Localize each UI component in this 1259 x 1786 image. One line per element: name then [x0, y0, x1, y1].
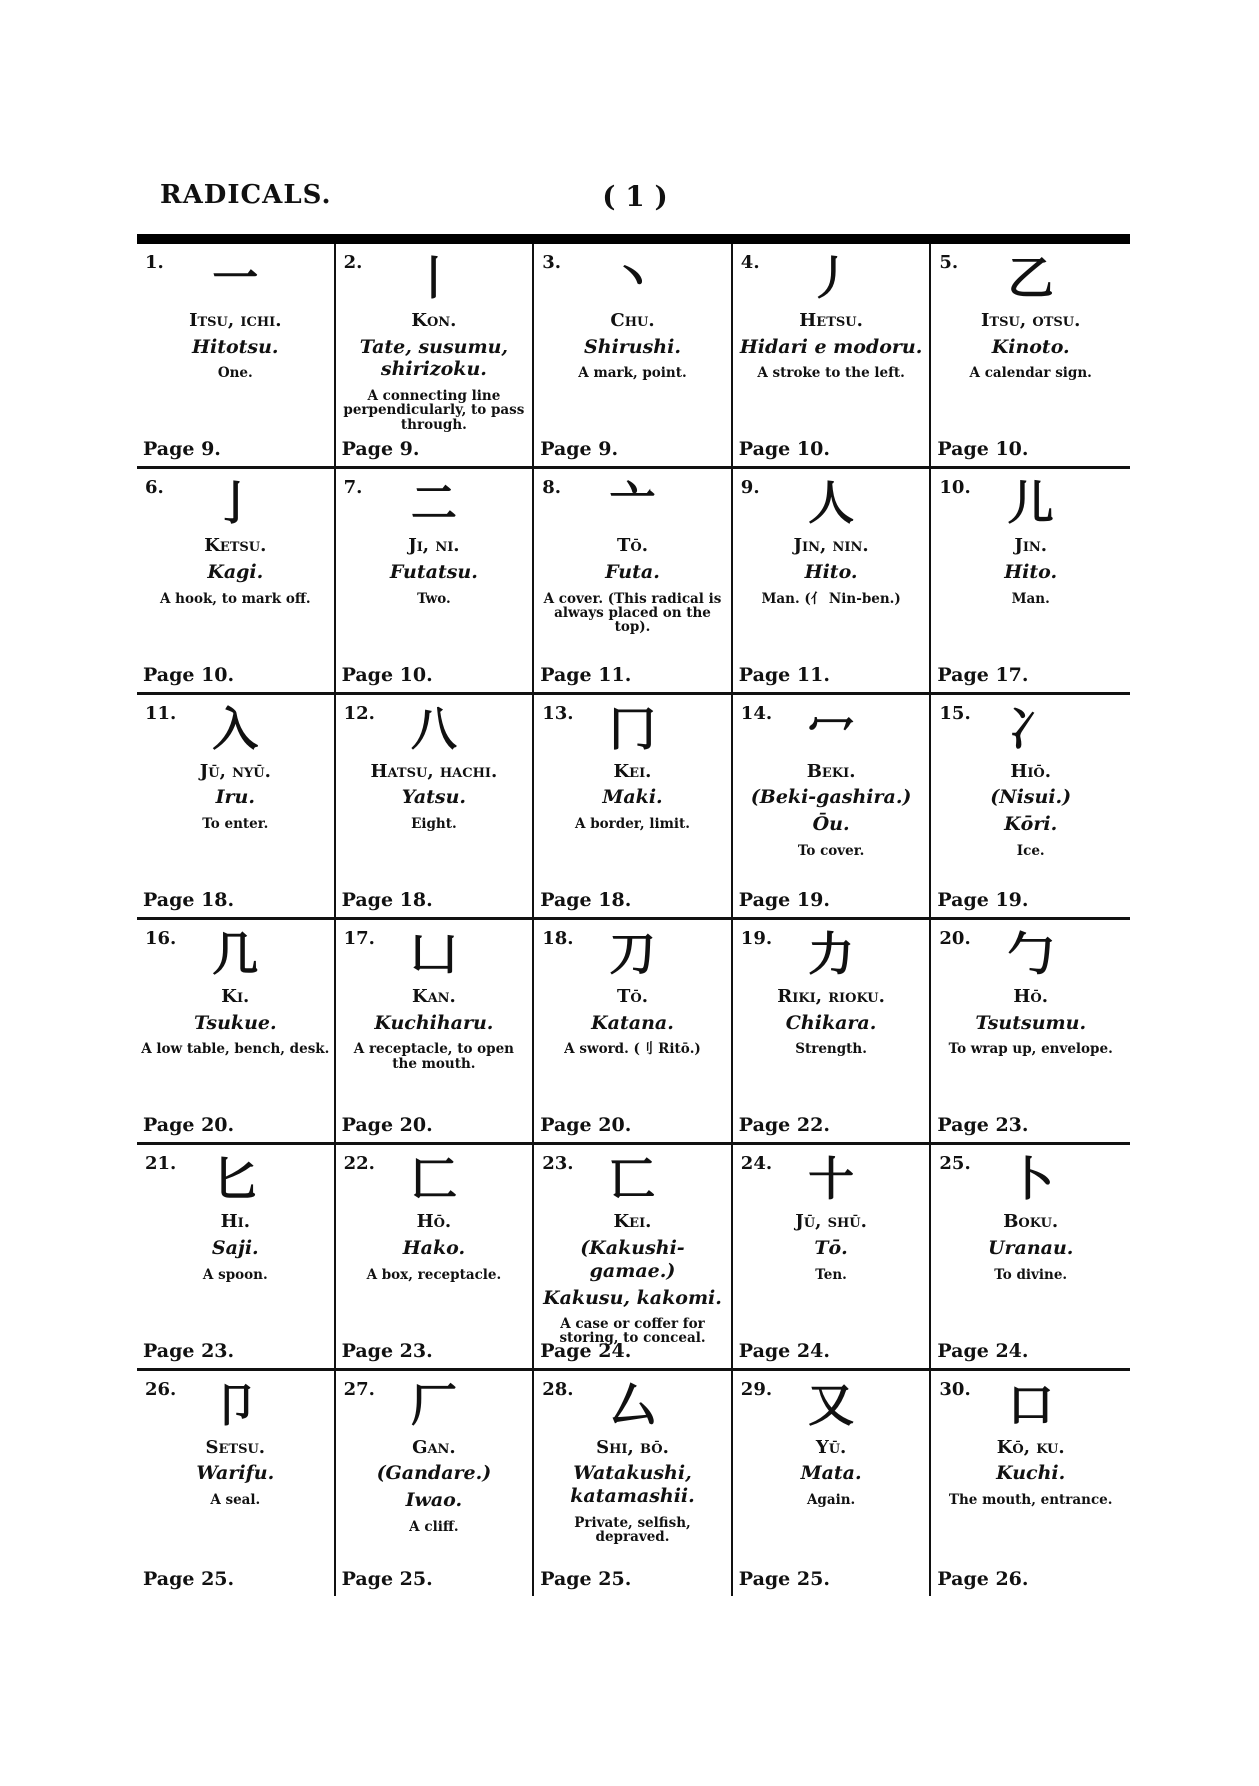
- radical-cell: [336, 695, 535, 920]
- page-reference: Page 20.: [540, 1114, 632, 1137]
- radical-description: [538, 986, 727, 1104]
- radical-number: 9.: [740, 477, 760, 499]
- radical-meaning: A sword. (刂 Ritō.): [564, 1041, 701, 1058]
- radical-cell: [336, 244, 535, 469]
- radical-glyph: 力: [808, 926, 855, 981]
- radical-glyph: 匸: [609, 1152, 656, 1207]
- radical-meaning: A connecting line perpendicularly, to pass through.: [343, 388, 525, 433]
- radical-meaning: A hook, to mark off.: [159, 590, 311, 607]
- radical-japanese: (Nisui.): [990, 786, 1072, 809]
- radical-number: 26.: [145, 1378, 177, 1400]
- radical-meaning: A cover. (This radical is always placed on the top).: [543, 590, 722, 636]
- radical-number: 2.: [343, 252, 363, 273]
- radical-cell: [931, 469, 1130, 694]
- radical-romaji: Hi.: [220, 1211, 250, 1233]
- page-reference: Page 10.: [738, 438, 830, 461]
- radical-glyph: 十: [808, 1152, 855, 1207]
- page-title: RADICALS.: [160, 180, 332, 210]
- radical-romaji: Jū, nyū.: [199, 760, 271, 782]
- radical-cell: [534, 1371, 733, 1596]
- page-reference: Page 11.: [540, 663, 632, 686]
- radical-description: [141, 986, 330, 1104]
- radical-meaning: A low table, bench, desk.: [141, 1041, 330, 1058]
- radical-romaji: Tō.: [616, 985, 648, 1007]
- radical-romaji: Gan.: [412, 1436, 456, 1458]
- radical-japanese: Maki.: [602, 786, 663, 809]
- radical-cell: [137, 695, 336, 920]
- radical-number: 7.: [343, 477, 363, 499]
- radical-japanese: Yatsu.: [401, 786, 467, 809]
- radical-japanese: Hito.: [1004, 560, 1058, 583]
- radical-cell: [137, 469, 336, 694]
- radical-japanese: (Kakushi-gamae.): [580, 1236, 685, 1282]
- radical-romaji: Riki, rioku.: [777, 985, 885, 1007]
- page-reference: Page 10.: [341, 663, 433, 686]
- radical-number: 11.: [145, 702, 177, 724]
- radical-description: [737, 986, 926, 1104]
- radical-japanese: Hidari e modoru.: [739, 335, 923, 358]
- radical-glyph: 人: [808, 476, 855, 531]
- page-reference: Page 24.: [937, 1339, 1029, 1362]
- page-reference: Page 22.: [738, 1114, 830, 1137]
- radical-number: 20.: [939, 927, 971, 949]
- radical-romaji: Hatsu, hachi.: [370, 760, 498, 782]
- radical-japanese: Tsukue.: [194, 1011, 277, 1034]
- radical-romaji: Kan.: [411, 985, 456, 1007]
- radical-description: [141, 535, 330, 653]
- radical-cell: [336, 469, 535, 694]
- radical-japanese: Kuchiharu.: [374, 1011, 494, 1034]
- page-reference: Page 18.: [341, 888, 433, 911]
- radical-meaning: Again.: [806, 1492, 856, 1509]
- radical-description: [737, 310, 926, 428]
- radical-glyph: 入: [212, 701, 259, 756]
- radical-cell: [137, 920, 336, 1145]
- radical-cell: [931, 1145, 1130, 1370]
- radical-meaning: To cover.: [797, 842, 865, 859]
- radical-meaning: Private, selfish, depraved.: [574, 1514, 691, 1546]
- page-reference: Page 19.: [937, 888, 1029, 911]
- radical-meaning: A cliff.: [409, 1518, 459, 1535]
- page-reference: Page 20.: [143, 1114, 235, 1137]
- radical-description: [141, 761, 330, 879]
- radical-japanese: Warifu.: [196, 1462, 275, 1485]
- radical-number: 4.: [740, 252, 760, 273]
- radical-romaji: Yū.: [815, 1436, 847, 1458]
- page-reference: Page 11.: [738, 663, 830, 686]
- radical-cell: [137, 244, 336, 469]
- radical-japanese: Uranau.: [987, 1236, 1074, 1259]
- radical-romaji: Kei.: [613, 760, 652, 782]
- radical-cell: [931, 695, 1130, 920]
- radical-glyph: 丿: [808, 251, 855, 305]
- radical-cell: [534, 244, 733, 469]
- radical-glyph: 几: [212, 926, 259, 981]
- radical-meaning: A mark, point.: [578, 365, 687, 382]
- radical-japanese: Hitotsu.: [192, 335, 279, 358]
- radical-meaning: Ice.: [1016, 842, 1045, 859]
- radical-meaning: The mouth, entrance.: [948, 1492, 1113, 1509]
- radical-number: 25.: [939, 1153, 971, 1175]
- radical-number: 16.: [145, 927, 177, 949]
- radical-description: [538, 1211, 727, 1347]
- radical-number: 24.: [740, 1153, 773, 1175]
- radical-number: 21.: [145, 1153, 177, 1175]
- page-reference: Page 23.: [937, 1114, 1029, 1137]
- radical-meaning: Man. (亻 Nin-ben.): [761, 590, 901, 607]
- radical-number: 19.: [740, 927, 773, 949]
- radical-meaning: A spoon.: [202, 1266, 268, 1283]
- radical-description: [538, 1437, 727, 1558]
- radical-japanese: Katana.: [591, 1011, 674, 1034]
- radical-description: [935, 1211, 1126, 1329]
- page-reference: Page 23.: [143, 1339, 235, 1362]
- radical-glyph: 冖: [808, 701, 855, 756]
- radicals-table: [137, 234, 1130, 1596]
- radical-japanese: Iru.: [215, 786, 255, 809]
- radical-glyph: 又: [808, 1377, 855, 1432]
- radical-description: [340, 1211, 529, 1329]
- page-reference: Page 17.: [937, 663, 1029, 686]
- radical-japanese: (Beki-gashira.): [750, 786, 912, 809]
- radical-glyph: 二: [410, 476, 457, 531]
- radical-romaji: Tō.: [616, 535, 648, 557]
- radical-glyph: 厂: [410, 1377, 457, 1432]
- radical-description: [340, 310, 529, 433]
- radical-number: 13.: [542, 702, 574, 724]
- radical-number: 22.: [343, 1153, 375, 1175]
- radical-glyph: 卩: [212, 1377, 259, 1432]
- radical-number: 15.: [939, 702, 971, 724]
- radical-meaning: Strength.: [795, 1041, 867, 1058]
- radical-japanese: Iwao.: [405, 1489, 463, 1512]
- page-reference: Page 25.: [738, 1567, 830, 1590]
- radical-japanese: Chikara.: [785, 1011, 877, 1034]
- radical-japanese: Futatsu.: [389, 560, 478, 583]
- radical-number: 17.: [343, 927, 375, 949]
- radical-glyph: 乙: [1007, 251, 1054, 305]
- radical-romaji: Ketsu.: [204, 535, 267, 557]
- radical-romaji: Itsu, otsu.: [981, 310, 1081, 331]
- radical-number: 1.: [145, 252, 164, 273]
- radical-description: [141, 310, 330, 428]
- radical-number: 28.: [542, 1378, 574, 1400]
- radical-romaji: Setsu.: [205, 1436, 266, 1458]
- page-reference: Page 24.: [540, 1339, 632, 1362]
- radical-number: 5.: [939, 252, 959, 273]
- radical-number: 23.: [542, 1153, 574, 1175]
- page-reference: Page 9.: [540, 438, 619, 461]
- page-reference: Page 23.: [341, 1339, 433, 1362]
- radical-number: 27.: [343, 1378, 375, 1400]
- radical-glyph: 亠: [609, 476, 656, 531]
- radical-romaji: Chu.: [610, 310, 655, 331]
- radical-meaning: To wrap up, envelope.: [948, 1041, 1113, 1058]
- radical-description: [935, 310, 1126, 428]
- radical-japanese: Mata.: [800, 1462, 862, 1485]
- radical-japanese: (Gandare.): [376, 1462, 492, 1485]
- radical-romaji: Itsu, ichi.: [189, 310, 282, 331]
- radical-japanese: Kinoto.: [991, 335, 1070, 358]
- radical-japanese: Hito.: [804, 560, 858, 583]
- page-reference: Page 20.: [341, 1114, 433, 1137]
- radical-romaji: Beki.: [806, 760, 856, 782]
- radical-meaning: Eight.: [411, 816, 457, 833]
- radical-glyph: 口: [1007, 1377, 1054, 1432]
- page-reference: Page 25.: [341, 1567, 433, 1590]
- radical-glyph: 儿: [1007, 476, 1054, 531]
- radical-meaning: A box, receptacle.: [366, 1266, 502, 1283]
- radical-romaji: Jin.: [1014, 535, 1048, 557]
- radical-japanese: Kōri.: [1004, 813, 1058, 836]
- radical-meaning: One.: [217, 365, 253, 382]
- radical-description: [538, 535, 727, 653]
- radical-romaji: Ki.: [221, 985, 250, 1007]
- radical-romaji: Kei.: [613, 1211, 652, 1233]
- radical-meaning: A calendar sign.: [969, 365, 1092, 382]
- radical-description: [737, 761, 926, 879]
- page-reference: Page 10.: [143, 663, 235, 686]
- radical-japanese: Shirushi.: [584, 335, 681, 358]
- radical-japanese: Ōu.: [812, 813, 850, 836]
- radical-number: 29.: [740, 1378, 773, 1400]
- radical-cell: [336, 1145, 535, 1370]
- radical-cell: [534, 469, 733, 694]
- radical-description: [340, 535, 529, 653]
- radical-description: [141, 1437, 330, 1558]
- radical-cell: [137, 1145, 336, 1370]
- radical-meaning: A receptacle, to open the mouth.: [353, 1041, 514, 1072]
- radical-japanese: Tsutsumu.: [975, 1011, 1087, 1034]
- radical-description: [141, 1211, 330, 1329]
- radical-romaji: Hetsu.: [799, 310, 863, 331]
- radical-romaji: Ji, ni.: [408, 535, 460, 557]
- radical-romaji: Hō.: [1013, 985, 1048, 1007]
- page-number: ( 1 ): [602, 180, 668, 213]
- radical-description: [737, 1437, 926, 1558]
- radical-japanese: Kakusu, kakomi.: [543, 1286, 722, 1309]
- radical-cell: [733, 469, 932, 694]
- radical-meaning: To enter.: [202, 816, 269, 833]
- radical-description: [737, 535, 926, 653]
- radical-number: 12.: [343, 702, 375, 724]
- page-reference: Page 18.: [143, 888, 235, 911]
- radical-romaji: Kon.: [411, 310, 457, 331]
- radical-description: [340, 761, 529, 879]
- radical-cell: [534, 920, 733, 1145]
- radical-meaning: Man.: [1011, 590, 1050, 607]
- radical-cell: [137, 1371, 336, 1596]
- radical-description: [935, 761, 1126, 879]
- radical-description: [935, 986, 1126, 1104]
- radical-japanese: Watakushi, katamashii.: [570, 1462, 695, 1508]
- radical-cell: [733, 1145, 932, 1370]
- radical-romaji: Jin, nin.: [793, 535, 869, 557]
- radical-meaning: Two.: [417, 590, 451, 607]
- page-reference: Page 9.: [341, 438, 420, 461]
- radical-cell: [931, 244, 1130, 469]
- radical-romaji: Jū, shū.: [795, 1211, 867, 1233]
- radical-number: 10.: [939, 477, 971, 499]
- radical-cell: [931, 920, 1130, 1145]
- radical-description: [935, 1437, 1126, 1558]
- page-reference: Page 26.: [937, 1567, 1029, 1590]
- radical-meaning: A seal.: [210, 1492, 261, 1509]
- radical-japanese: Saji.: [211, 1236, 259, 1259]
- radical-romaji: Hō.: [416, 1211, 452, 1233]
- radical-number: 30.: [939, 1378, 971, 1400]
- radical-japanese: Futa.: [605, 560, 660, 583]
- radical-description: [737, 1211, 926, 1329]
- radical-cell: [733, 1371, 932, 1596]
- radical-description: [340, 986, 529, 1104]
- page-reference: Page 10.: [937, 438, 1029, 461]
- page-reference: Page 9.: [143, 438, 221, 461]
- radical-glyph: 丨: [410, 251, 457, 305]
- radical-number: 8.: [542, 477, 561, 499]
- radical-glyph: 匚: [410, 1152, 457, 1207]
- radical-meaning: A stroke to the left.: [757, 365, 905, 382]
- radical-romaji: Kō, ku.: [996, 1436, 1065, 1458]
- radical-romaji: Hiō.: [1010, 760, 1052, 782]
- radical-cell: [336, 1371, 535, 1596]
- radical-glyph: 冂: [609, 701, 656, 756]
- radical-description: [538, 310, 727, 428]
- radical-japanese: Tō.: [814, 1236, 848, 1259]
- radical-cell: [733, 244, 932, 469]
- page-header: [160, 180, 1120, 220]
- radical-number: 14.: [740, 702, 773, 724]
- radical-cell: [931, 1371, 1130, 1596]
- radical-cell: [733, 695, 932, 920]
- radical-glyph: 匕: [212, 1152, 259, 1207]
- radical-japanese: Kagi.: [207, 560, 264, 583]
- radical-japanese: Tate, susumu, shirizoku.: [359, 335, 509, 381]
- radical-glyph: 一: [212, 251, 259, 305]
- radical-glyph: 凵: [410, 926, 457, 981]
- page-reference: Page 25.: [143, 1567, 235, 1590]
- page-reference: Page 24.: [738, 1339, 830, 1362]
- radical-glyph: 八: [410, 701, 457, 756]
- radical-glyph: 丶: [609, 251, 656, 305]
- radical-meaning: Ten.: [815, 1266, 847, 1283]
- radical-meaning: A case or coffer for storing, to conceal.: [559, 1316, 706, 1347]
- page-reference: Page 19.: [738, 888, 830, 911]
- radical-glyph: 勹: [1007, 926, 1054, 981]
- radical-meaning: A border, limit.: [575, 816, 690, 833]
- radical-number: 3.: [542, 252, 561, 273]
- radical-description: [935, 535, 1126, 653]
- radical-glyph: 厶: [609, 1377, 656, 1432]
- radical-romaji: Boku.: [1003, 1211, 1059, 1233]
- page-reference: Page 25.: [540, 1567, 632, 1590]
- radical-glyph: 刀: [609, 926, 656, 981]
- radical-cell: [733, 920, 932, 1145]
- radical-meaning: To divine.: [994, 1266, 1068, 1283]
- radical-romaji: Shi, bō.: [596, 1436, 669, 1458]
- page-reference: Page 18.: [540, 888, 632, 911]
- radical-japanese: Hako.: [402, 1236, 466, 1259]
- radical-glyph: 亅: [212, 476, 259, 531]
- radical-description: [340, 1437, 529, 1558]
- radical-cell: [534, 1145, 733, 1370]
- radical-japanese: Kuchi.: [996, 1462, 1066, 1485]
- radical-number: 6.: [145, 477, 164, 499]
- radical-number: 18.: [542, 927, 574, 949]
- radical-glyph: 冫: [1007, 701, 1054, 756]
- radical-description: [538, 761, 727, 879]
- radical-cell: [336, 920, 535, 1145]
- radical-glyph: 卜: [1007, 1152, 1054, 1207]
- radical-cell: [534, 695, 733, 920]
